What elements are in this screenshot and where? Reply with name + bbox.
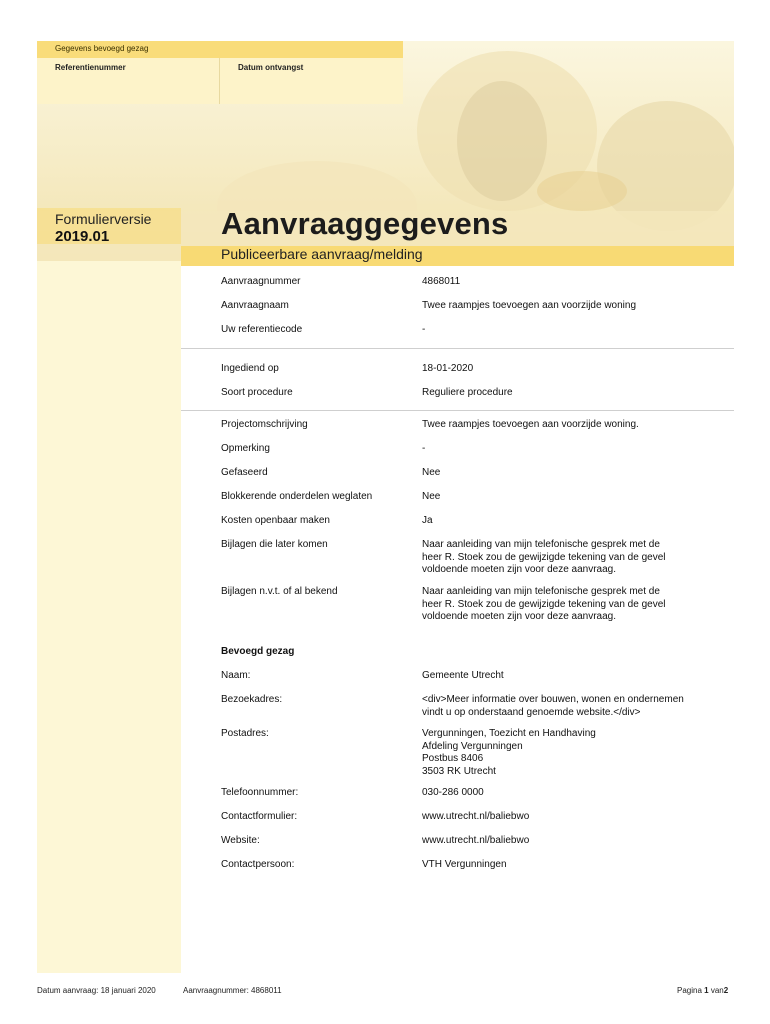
website-label: Website:: [221, 835, 260, 846]
section-divider: [181, 348, 734, 349]
omit-blocking-parts-label: Blokkerende onderdelen weglaten: [221, 491, 373, 502]
form-version-label: Formulierversie: [55, 211, 152, 227]
page-total: 2: [723, 986, 729, 995]
postal-address-value: Vergunningen, Toezicht en Handhaving Afdeling Vergunningen Postbus 8406 3503 RK Utrecht: [422, 728, 596, 777]
application-number-label: Aanvraagnummer: [221, 276, 301, 287]
application-name-value: Twee raampjes toevoegen aan voorzijde woning: [422, 300, 637, 311]
remark-label: Opmerking: [221, 443, 270, 454]
authority-data-title: Gegevens bevoegd gezag: [55, 44, 149, 53]
reference-code-label: Uw referentiecode: [221, 324, 303, 335]
phone-label: Telefoonnummer:: [221, 787, 299, 798]
postal-address-label: Postadres:: [221, 728, 269, 739]
attachments-na-label: Bijlagen n.v.t. of al bekend: [221, 586, 338, 597]
contact-form-label: Contactformulier:: [221, 811, 298, 822]
authority-name-value: Gemeente Utrecht: [422, 670, 504, 681]
visit-address-value: <div>Meer informatie over bouwen, wonen en ondernemen vindt u op onderstaand genoemde website.</div>: [422, 694, 684, 718]
authority-heading: Bevoegd gezag: [221, 646, 295, 657]
footer-date: Datum aanvraag: 18 januari 2020: [37, 986, 156, 995]
attachments-na-value: Naar aanleiding van mijn telefonische gesprek met de heer R. Stoek zou de gewijzigde tekening van de gevel voldoende moeten zijn voor deze aanvraag.: [422, 586, 666, 622]
visit-address-label: Bezoekadres:: [221, 694, 283, 705]
page-current: 1: [704, 986, 709, 995]
project-description-value: Twee raampjes toevoegen aan voorzijde woning.: [422, 419, 639, 430]
contact-person-value: VTH Vergunningen: [422, 859, 507, 870]
contact-form-link[interactable]: www.utrecht.nl/baliebwo: [422, 811, 530, 822]
omit-blocking-parts-value: Nee: [422, 491, 441, 502]
section-divider: [181, 410, 734, 411]
attachments-later-label: Bijlagen die later komen: [221, 539, 328, 550]
reference-code-value: -: [422, 324, 426, 335]
application-number-value: 4868011: [422, 276, 461, 287]
phone-value: 030-286 0000: [422, 787, 484, 798]
remark-value: -: [422, 443, 426, 454]
publish-costs-label: Kosten openbaar maken: [221, 515, 330, 526]
footer-application-number: Aanvraagnummer: 4868011: [183, 986, 282, 995]
website-link[interactable]: www.utrecht.nl/baliebwo: [422, 835, 530, 846]
submitted-on-label: Ingediend op: [221, 363, 279, 374]
date-received-label: Datum ontvangst: [238, 63, 304, 72]
attachments-later-value: Naar aanleiding van mijn telefonische gesprek met de heer R. Stoek zou de gewijzigde tekening van de gevel voldoende moeten zijn voor deze aanvraag.: [422, 539, 666, 575]
page-mid: van: [710, 986, 724, 995]
page-subtitle: Publiceerbare aanvraag/melding: [221, 246, 423, 262]
publish-costs-value: Ja: [422, 515, 433, 526]
application-name-label: Aanvraagnaam: [221, 300, 289, 311]
phased-value: Nee: [422, 467, 441, 478]
project-description-label: Projectomschrijving: [221, 419, 308, 430]
info-box-divider: [219, 58, 220, 104]
authority-name-label: Naam:: [221, 670, 251, 681]
phased-label: Gefaseerd: [221, 467, 268, 478]
reference-number-label: Referentienummer: [55, 63, 126, 72]
page-prefix: Pagina: [677, 986, 702, 995]
contact-person-label: Contactpersoon:: [221, 859, 295, 870]
page-title: Aanvraaggegevens: [221, 206, 509, 241]
footer-page-indicator: [677, 986, 728, 995]
submitted-on-value: 18-01-2020: [422, 363, 474, 374]
form-version-value: 2019.01: [55, 228, 110, 245]
procedure-type-value: Reguliere procedure: [422, 387, 513, 398]
procedure-type-label: Soort procedure: [221, 387, 293, 398]
